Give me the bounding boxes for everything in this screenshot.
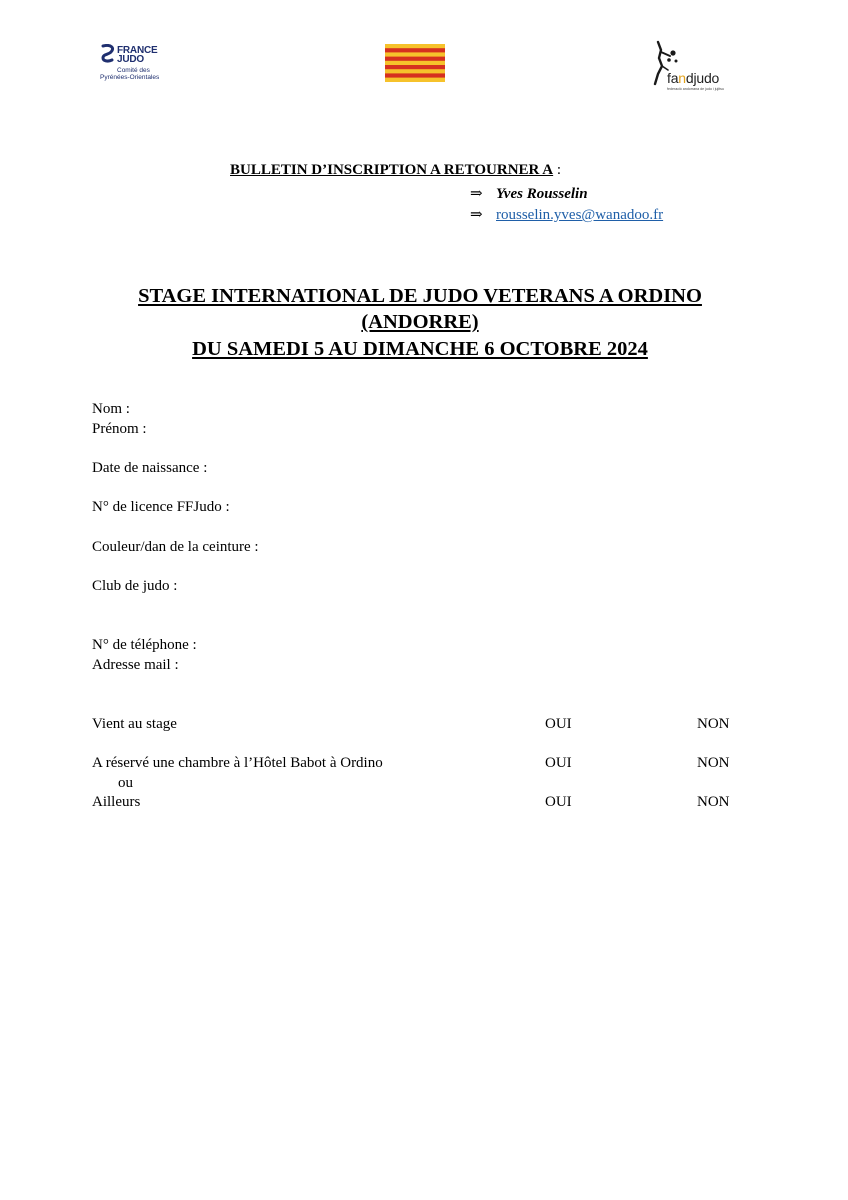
fandjudo-part3: djudo [685,70,720,86]
title-line-2: (ANDORRE) [361,311,479,333]
option-non: NON [697,794,730,810]
france-judo-emblem-icon [99,44,117,64]
question-hotel-babot: A réservé une chambre à l’Hôtel Babot à Ordino [92,755,383,771]
question-ailleurs: Ailleurs [92,794,141,810]
france-judo-line1: FRANCE [117,45,158,56]
field-ceinture: Couleur/dan de la ceinture : [92,539,259,555]
title-line-1: STAGE INTERNATIONAL DE JUDO VETERANS A ORDINO [138,285,702,307]
bulletin-title: BULLETIN D’INSCRIPTION A RETOURNER A [230,162,554,178]
field-licence: N° de licence FFJudo : [92,499,230,515]
title-line-3: DU SAMEDI 5 AU DIMANCHE 6 OCTOBRE 2024 [192,338,648,360]
contact-email-link[interactable]: rousselin.yves@wanadoo.fr [496,207,664,223]
option-non: NON [697,755,730,771]
fandjudo-logo [648,40,738,96]
question-vient-au-stage: Vient au stage [92,716,177,732]
contact-name: Yves Rousselin [496,186,588,202]
fandjudo-part2: n [678,70,686,86]
fandjudo-tagline: federació andorrana de judo i jujitsu [667,87,724,91]
contact-email-row [470,205,663,224]
option-oui: OUI [545,755,572,771]
catalan-flag [385,44,445,82]
contact-name-row [470,184,588,203]
france-judo-sub1: Comité des [117,67,150,74]
arrow-icon: ⇒ [470,186,483,202]
france-judo-sub2: Pyrénées-Orientales [100,74,160,81]
option-non: NON [697,716,730,732]
fandjudo-wordmark [667,70,719,86]
option-oui: OUI [545,794,572,810]
fandjudo-part1: fa [667,70,679,86]
field-telephone: N° de téléphone : [92,637,197,653]
bulletin-header [230,162,561,179]
field-prenom: Prénom : [92,421,147,437]
france-judo-line2: JUDO [117,54,144,65]
field-nom: Nom : [92,401,130,417]
option-oui: OUI [545,716,572,732]
catalan-flag-icon [385,44,445,82]
or-label: ou [118,775,133,791]
bulletin-colon: : [553,162,562,178]
france-judo-logo [99,44,179,88]
field-club: Club de judo : [92,578,178,594]
field-date-naissance: Date de naissance : [92,460,208,476]
arrow-icon: ⇒ [470,207,483,223]
field-email: Adresse mail : [92,657,179,673]
